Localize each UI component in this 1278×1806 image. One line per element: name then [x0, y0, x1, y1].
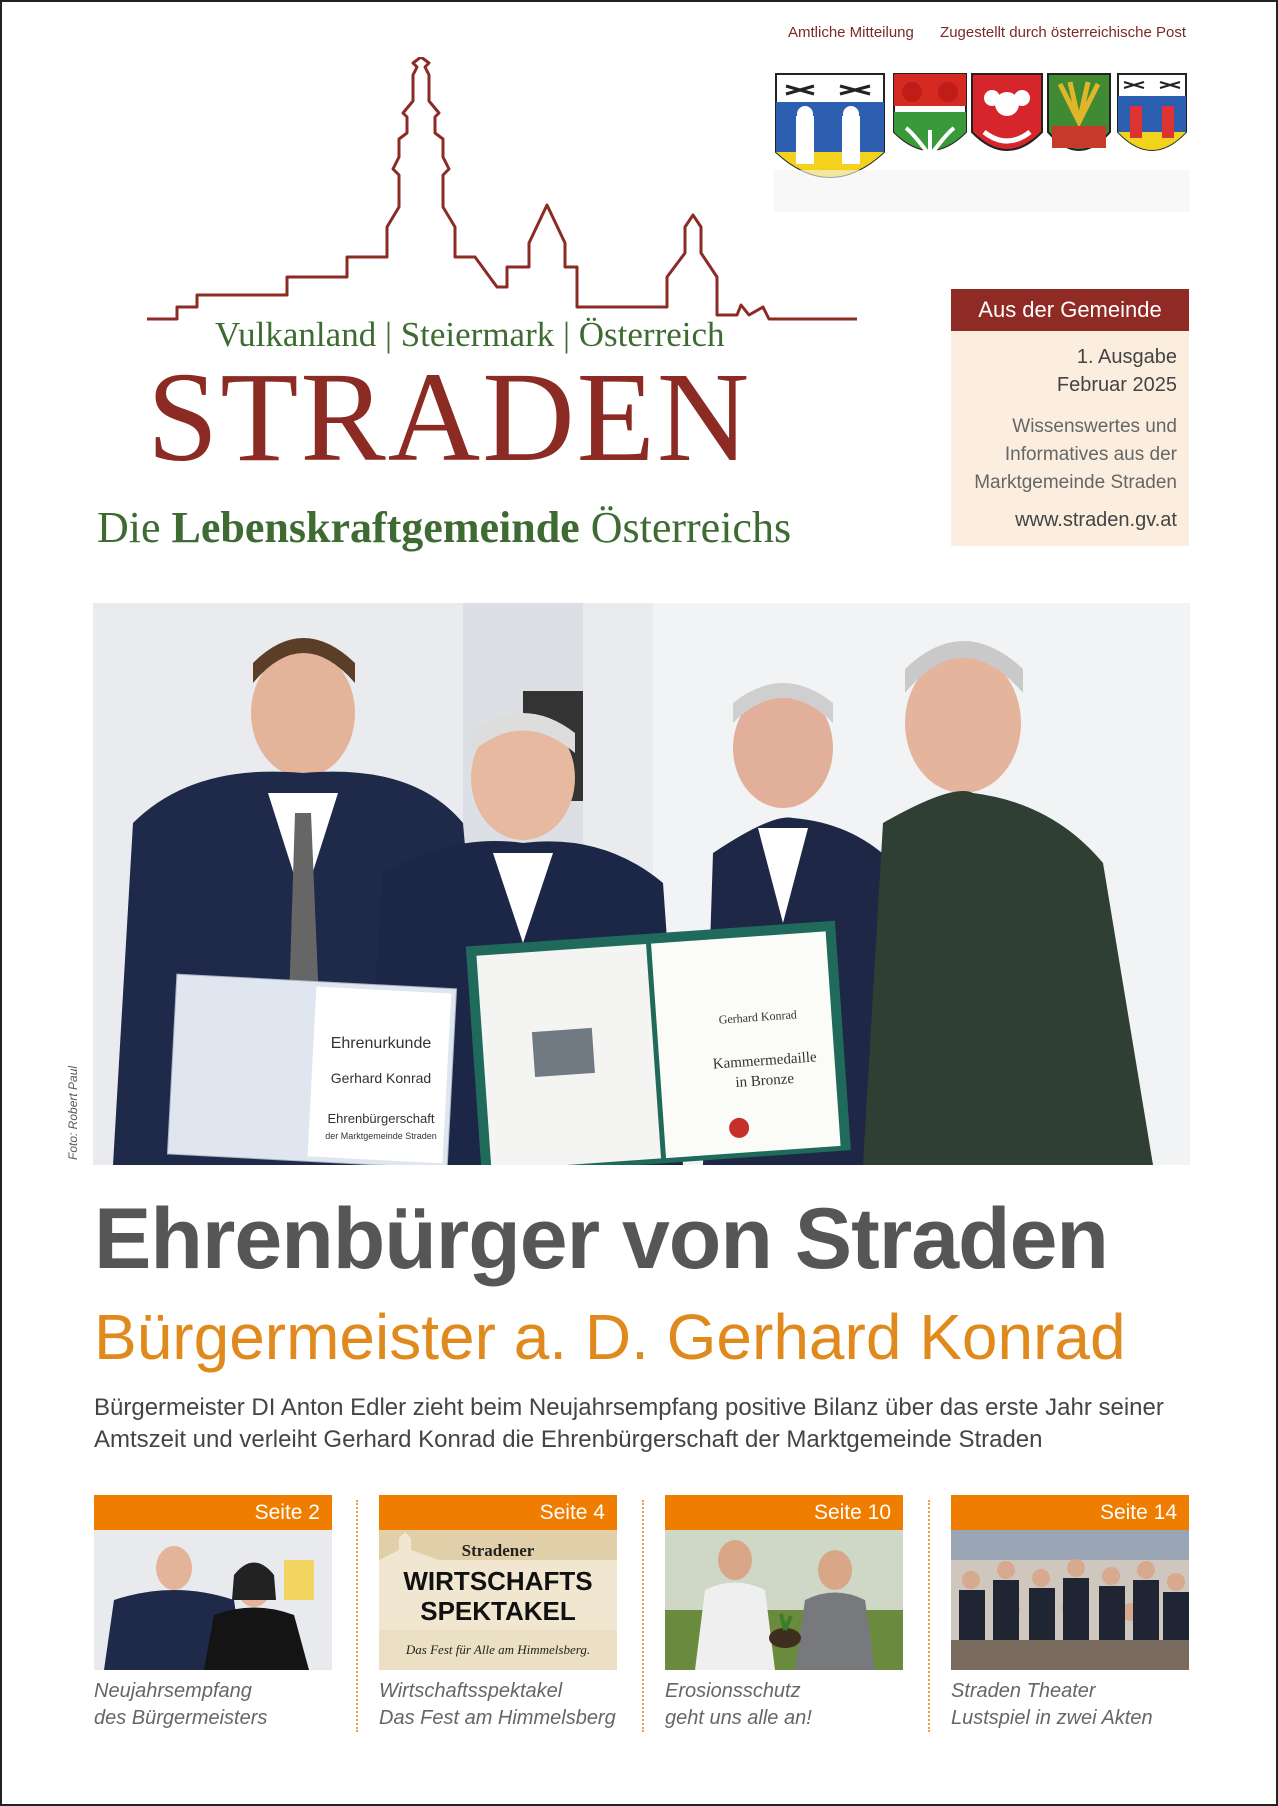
- teaser-page-label: Seite 2: [94, 1495, 332, 1530]
- teaser-page-label: Seite 10: [665, 1495, 903, 1530]
- region-tagline: Vulkanland | Steiermark | Österreich: [215, 315, 725, 354]
- issue-label: 1. Ausgabe: [1076, 346, 1177, 368]
- subline-pre: Die: [97, 503, 172, 552]
- teaser-page-label: Seite 14: [951, 1495, 1189, 1530]
- teaser-caption-line-1: Neujahrsempfang: [94, 1680, 252, 1702]
- teaser-caption-line-2: geht uns alle an!: [665, 1707, 812, 1729]
- farmers-soil-photo-icon: [665, 1530, 903, 1670]
- teaser-page-14[interactable]: [951, 1495, 1189, 1732]
- hero-photo-illustration: [93, 603, 1190, 1165]
- teaser-caption-line-2: des Bürgermeisters: [94, 1707, 268, 1729]
- teaser-caption-line-1: Erosionsschutz: [665, 1680, 801, 1702]
- crest-wheat-sheaf-icon: [1048, 74, 1110, 150]
- issue-info-box: [951, 289, 1189, 546]
- teaser-image: [94, 1530, 332, 1670]
- cert-left-municipality: der Marktgemeinde Straden: [325, 1131, 437, 1141]
- mayor-couple-photo-icon: [94, 1530, 332, 1670]
- info-box-header: Aus der Gemeinde: [951, 289, 1189, 331]
- teaser-caption-line-2: Das Fest am Himmelsberg: [379, 1707, 616, 1729]
- teaser-caption-line-1: Wirtschaftsspektakel: [379, 1680, 563, 1702]
- crest-flower-icon: [972, 74, 1042, 150]
- teaser-caption: [665, 1670, 903, 1732]
- cert-right-title: Kammermedaille: [712, 1049, 818, 1073]
- cert-right-subtitle: in Bronze: [734, 1070, 795, 1092]
- subline-post: Österreichs: [579, 503, 792, 552]
- straden-logo: [97, 57, 887, 557]
- crest-pomegranates-icon: [894, 74, 966, 156]
- theater-group-photo-icon: [951, 1530, 1189, 1670]
- teaser-image: [951, 1530, 1189, 1670]
- issue-number: [951, 331, 1189, 399]
- issue-description: [951, 399, 1189, 497]
- photo-credit: Foto: Robert Paul: [66, 1065, 80, 1160]
- brand-subline: [97, 502, 791, 553]
- teaser-page-label: Seite 4: [379, 1495, 617, 1530]
- teaser-page-2[interactable]: [94, 1495, 332, 1732]
- poster-top-text: Stradener: [461, 1541, 535, 1560]
- event-poster-icon: [379, 1530, 617, 1670]
- crest-towers-small-icon: [1118, 74, 1186, 150]
- issue-date: Februar 2025: [1056, 374, 1177, 396]
- teaser-caption-line-1: Straden Theater: [951, 1680, 1096, 1702]
- subline-bold: Lebenskraftgemeinde: [171, 503, 580, 552]
- teaser-divider: [356, 1500, 358, 1732]
- main-headline: Ehrenbürger von Straden: [94, 1191, 1108, 1287]
- teaser-image: [379, 1530, 617, 1670]
- teaser-caption-line-2: Lustspiel in zwei Akten: [951, 1707, 1153, 1729]
- top-notice-bar: [766, 24, 1186, 41]
- teaser-image: [665, 1530, 903, 1670]
- teaser-caption: [951, 1670, 1189, 1732]
- church-skyline-icon: [137, 57, 867, 327]
- teaser-page-4[interactable]: [379, 1495, 617, 1732]
- cert-left-title: Ehrenurkunde: [330, 1035, 432, 1052]
- teaser-caption: [379, 1670, 617, 1732]
- teaser-divider: [928, 1500, 930, 1732]
- cert-left-honor: Ehrenbürgerschaft: [327, 1111, 435, 1126]
- desc-line-3: Marktgemeinde Straden: [974, 472, 1177, 493]
- cert-right-name: Gerhard Konrad: [718, 1007, 798, 1027]
- poster-main-text-2: SPEKTAKEL: [420, 1596, 576, 1626]
- poster-sub-text: Das Fest für Alle am Himmelsberg.: [405, 1642, 591, 1657]
- desc-line-2: Informatives aus der: [1004, 444, 1177, 465]
- main-subheadline: Bürgermeister a. D. Gerhard Konrad: [94, 1301, 1126, 1373]
- brand-wordmark: STRADEN: [147, 346, 752, 488]
- teaser-caption: [94, 1670, 332, 1732]
- desc-line-1: Wissenswertes und: [1012, 416, 1177, 437]
- teaser-divider: [642, 1500, 644, 1732]
- website-link[interactable]: www.straden.gv.at: [1015, 509, 1177, 531]
- official-notice: Amtliche Mitteilung: [787, 24, 914, 41]
- postal-notice: Zugestellt durch österreichische Post: [940, 24, 1186, 41]
- teaser-page-10[interactable]: [665, 1495, 903, 1732]
- poster-main-text-1: WIRTSCHAFTS: [403, 1566, 593, 1596]
- cert-left-name: Gerhard Konrad: [330, 1070, 432, 1086]
- lead-paragraph: Bürgermeister DI Anton Edler zieht beim Neujahrsempfang positive Bilanz über das erste Jahr seiner Amtszeit und verleiht Gerhard Konrad die Ehrenbürgerschaft der Marktgemeinde Straden: [94, 1394, 1164, 1453]
- hero-photo: [93, 603, 1190, 1165]
